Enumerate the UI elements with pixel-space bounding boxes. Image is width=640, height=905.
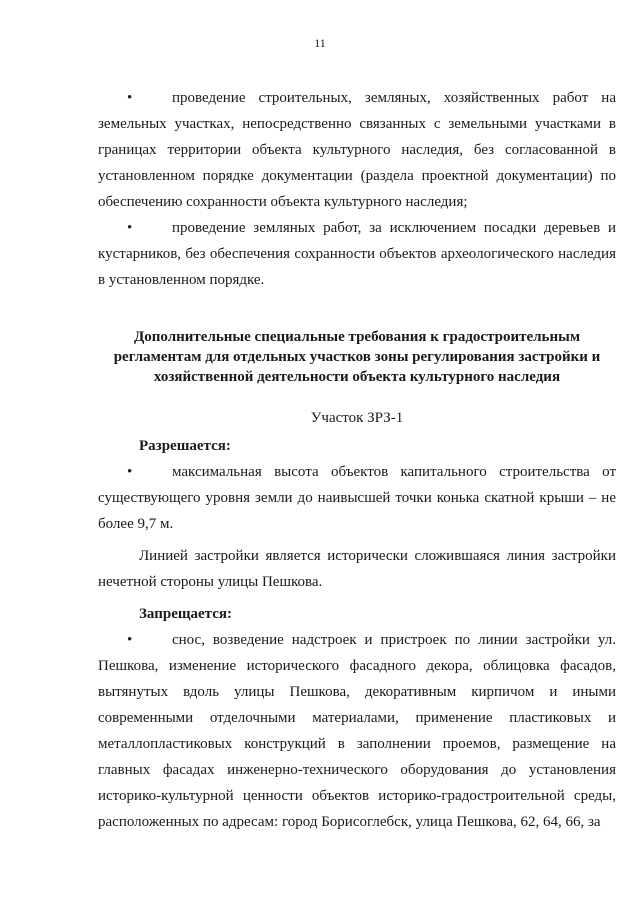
allowed-note: Линией застройки является исторически сложившаяся линия застройки нечетной стороны улицы Пешкова. — [98, 548, 616, 590]
list-item-text: проведение строительных, земляных, хозяйственных работ на земельных участках, непосредственно связанных с земельными участками в границах территории объекта культурного наследия, без согласованной в установленном порядке документации (раздела проектной документации) по обеспечению сохранности объекта культурного наследия; — [98, 90, 616, 210]
bullet-icon: • — [127, 464, 133, 480]
allowed-label: Разрешается: — [139, 438, 231, 454]
page-number: 11 — [314, 36, 326, 50]
section-heading: Дополнительные специальные требования к градостроительным регламентам для отдельных участков зоны регулирования застройки и хозяйственной деятельности объекта культурного наследия — [113, 329, 601, 385]
bullet-icon: • — [127, 632, 133, 648]
bullet-icon: • — [127, 220, 133, 236]
bullet-icon: • — [127, 90, 133, 106]
list-item — [98, 215, 616, 293]
list-item — [98, 459, 616, 537]
list-item-text: максимальная высота объектов капитального строительства от существующего уровня земли до наивысшей точки конька скатной крыши – не более 9,7 м. — [98, 464, 616, 532]
list-item — [98, 85, 616, 215]
list-item-text: проведение земляных работ, за исключением посадки деревьев и кустарников, без обеспечения сохранности объектов археологического наследия в установленном порядке. — [98, 220, 616, 288]
section-subheading: Участок ЗРЗ-1 — [310, 410, 404, 426]
list-item — [98, 627, 616, 835]
list-item-text: снос, возведение надстроек и пристроек по линии застройки ул. Пешкова, изменение исторического фасадного декора, облицовка фасадов, вытянутых вдоль улицы Пешкова, декоративным кирпичом и иными современными отделочными материалами, применение пластиковых и металлопластиковых конструкций в заполнении проемов, размещение на главных фасадах инженерно-технического оборудования до установления историко-культурной ценности объектов историко-градостроительной среды, расположенных по адресам: город Борисоглебск, улица Пешкова, 62, 64, 66, за — [98, 632, 616, 830]
forbidden-label: Запрещается: — [139, 606, 233, 622]
document-body — [98, 85, 616, 835]
